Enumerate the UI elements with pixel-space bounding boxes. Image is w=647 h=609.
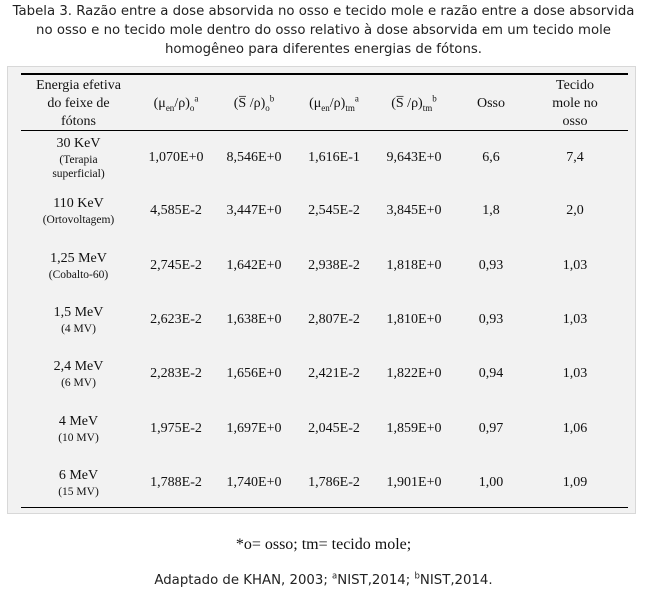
value-cell-osso: 0,97 — [478, 421, 504, 436]
value-cell-c4: 1,901E+0 — [386, 475, 442, 490]
value-cell-tecido: 1,06 — [562, 421, 588, 436]
value-cell-tecido: 1,03 — [562, 312, 588, 327]
source-prefix: Adaptado de KHAN, 2003; — [154, 573, 333, 588]
value-cell-c3: 2,045E-2 — [308, 421, 360, 436]
energy-label: 4 MeV — [58, 414, 99, 429]
value-cell-osso: 0,93 — [478, 258, 504, 273]
table-bottom-rule — [21, 507, 628, 508]
value-cell-tecido: 7,4 — [566, 150, 584, 165]
energy-note: (Terapia — [59, 154, 98, 166]
value-cell-c1: 2,745E-2 — [150, 258, 202, 273]
energy-cell — [21, 413, 136, 445]
value-cell-c4: 1,822E+0 — [386, 366, 442, 381]
header-mu-en-rho-tm — [294, 95, 374, 113]
value-cell-c1: 2,283E-2 — [150, 366, 202, 381]
value-cell-c2: 1,638E+0 — [226, 312, 282, 327]
header-mu-en-rho-osso — [136, 95, 216, 113]
header-s-rho-tm — [378, 95, 450, 113]
energy-label: 1,25 MeV — [50, 251, 107, 266]
energy-cell — [21, 250, 136, 282]
energy-cell — [21, 135, 136, 181]
energy-label: 30 KeV — [56, 136, 101, 151]
source-text-b: NIST,2014. — [419, 573, 493, 588]
header-part: (μ — [309, 96, 322, 111]
header-part: tm — [422, 102, 433, 113]
table-top-rule — [21, 73, 628, 75]
energy-label: 6 MeV — [58, 468, 99, 483]
energy-label: 110 KeV — [53, 196, 104, 211]
value-cell-c4: 1,859E+0 — [386, 421, 442, 436]
header-part: /ρ) — [329, 96, 346, 111]
value-cell-osso: 6,6 — [482, 150, 500, 165]
value-cell-tecido: 1,03 — [562, 366, 588, 381]
header-part: a — [194, 93, 199, 104]
header-tecido-line: Tecido — [556, 78, 594, 93]
value-cell-c1: 1,070E+0 — [148, 150, 204, 165]
value-cell-c2: 8,546E+0 — [226, 150, 282, 165]
footnote: *o= osso; tm= tecido mole; — [235, 536, 412, 553]
source-note — [0, 573, 647, 588]
caption-line-3: homogêneo para diferentes energias de fótons. — [164, 42, 483, 57]
header-osso: Osso — [476, 96, 505, 111]
value-cell-c2: 1,656E+0 — [226, 366, 282, 381]
source-sup-a: a — [332, 571, 338, 582]
value-cell-c1: 2,623E-2 — [150, 312, 202, 327]
value-cell-c3: 2,421E-2 — [308, 366, 360, 381]
energy-label: 1,5 MeV — [53, 305, 104, 320]
value-cell-c4: 1,810E+0 — [386, 312, 442, 327]
energy-label: 2,4 MeV — [53, 359, 104, 374]
value-cell-tecido: 1,03 — [562, 258, 588, 273]
energy-cell — [21, 195, 136, 227]
header-part: en — [321, 102, 330, 113]
header-s-rho-osso — [218, 95, 290, 113]
header-energy-line: Energia efetiva — [36, 78, 121, 93]
energy-note: (10 MV) — [58, 432, 99, 444]
header-part: o — [189, 102, 195, 113]
table-caption — [0, 2, 647, 59]
value-cell-osso: 0,93 — [478, 312, 504, 327]
energy-note: (4 MV) — [61, 323, 96, 335]
source-text-a: NIST,2014; — [337, 573, 415, 588]
value-cell-c2: 1,740E+0 — [226, 475, 282, 490]
caption-line-2: no osso e no tecido mole dentro do osso relativo à dose absorvida em um tecido mole — [36, 23, 611, 38]
value-cell-c2: 1,697E+0 — [226, 421, 282, 436]
header-part: b — [432, 93, 437, 104]
caption-line-1: Tabela 3. Razão entre a dose absorvida no osso e tecido mole e razão entre a dose absorvida — [12, 4, 635, 19]
value-cell-c3: 2,807E-2 — [308, 312, 360, 327]
energy-cell — [21, 467, 136, 499]
header-part: (S̅ /ρ) — [233, 96, 266, 111]
value-cell-c1: 1,788E-2 — [150, 475, 202, 490]
value-cell-osso: 0,94 — [478, 366, 504, 381]
value-cell-c4: 3,845E+0 — [386, 203, 442, 218]
header-part: a — [354, 93, 359, 104]
header-tecido-mole-no-osso — [540, 77, 610, 131]
table-background — [7, 66, 636, 514]
energy-note: (Ortovoltagem) — [42, 214, 115, 226]
header-part: (μ — [153, 96, 166, 111]
header-energy-line: do feixe de — [47, 96, 110, 111]
header-energy-line: fótons — [61, 114, 96, 129]
header-tecido-line: osso — [562, 114, 588, 129]
header-part: b — [269, 93, 275, 104]
header-part: en — [165, 102, 175, 113]
energy-cell — [21, 304, 136, 336]
header-part: tm — [345, 102, 355, 113]
value-cell-c3: 1,616E-1 — [308, 150, 360, 165]
energy-note: (Cobalto-60) — [48, 269, 109, 281]
energy-cell — [21, 358, 136, 390]
value-cell-c2: 3,447E+0 — [226, 203, 282, 218]
header-part: o — [265, 102, 270, 113]
value-cell-c4: 1,818E+0 — [386, 258, 442, 273]
value-cell-tecido: 2,0 — [566, 203, 584, 218]
value-cell-osso: 1,00 — [478, 475, 504, 490]
header-tecido-line: mole no — [552, 96, 598, 111]
value-cell-c2: 1,642E+0 — [226, 258, 282, 273]
source-sup-b: b — [414, 571, 420, 582]
header-part: /ρ) — [174, 96, 190, 111]
value-cell-tecido: 1,09 — [562, 475, 588, 490]
header-part: (S̅ /ρ) — [391, 96, 423, 111]
header-energy — [21, 77, 136, 131]
value-cell-c1: 4,585E-2 — [150, 203, 202, 218]
value-cell-osso: 1,8 — [482, 203, 500, 218]
value-cell-c3: 2,938E-2 — [308, 258, 360, 273]
value-cell-c3: 2,545E-2 — [308, 203, 360, 218]
energy-note: (15 MV) — [58, 486, 99, 498]
energy-note: superficial) — [52, 168, 105, 180]
value-cell-c4: 9,643E+0 — [386, 150, 442, 165]
value-cell-c1: 1,975E-2 — [150, 421, 202, 436]
energy-note: (6 MV) — [61, 377, 96, 389]
value-cell-c3: 1,786E-2 — [308, 475, 360, 490]
